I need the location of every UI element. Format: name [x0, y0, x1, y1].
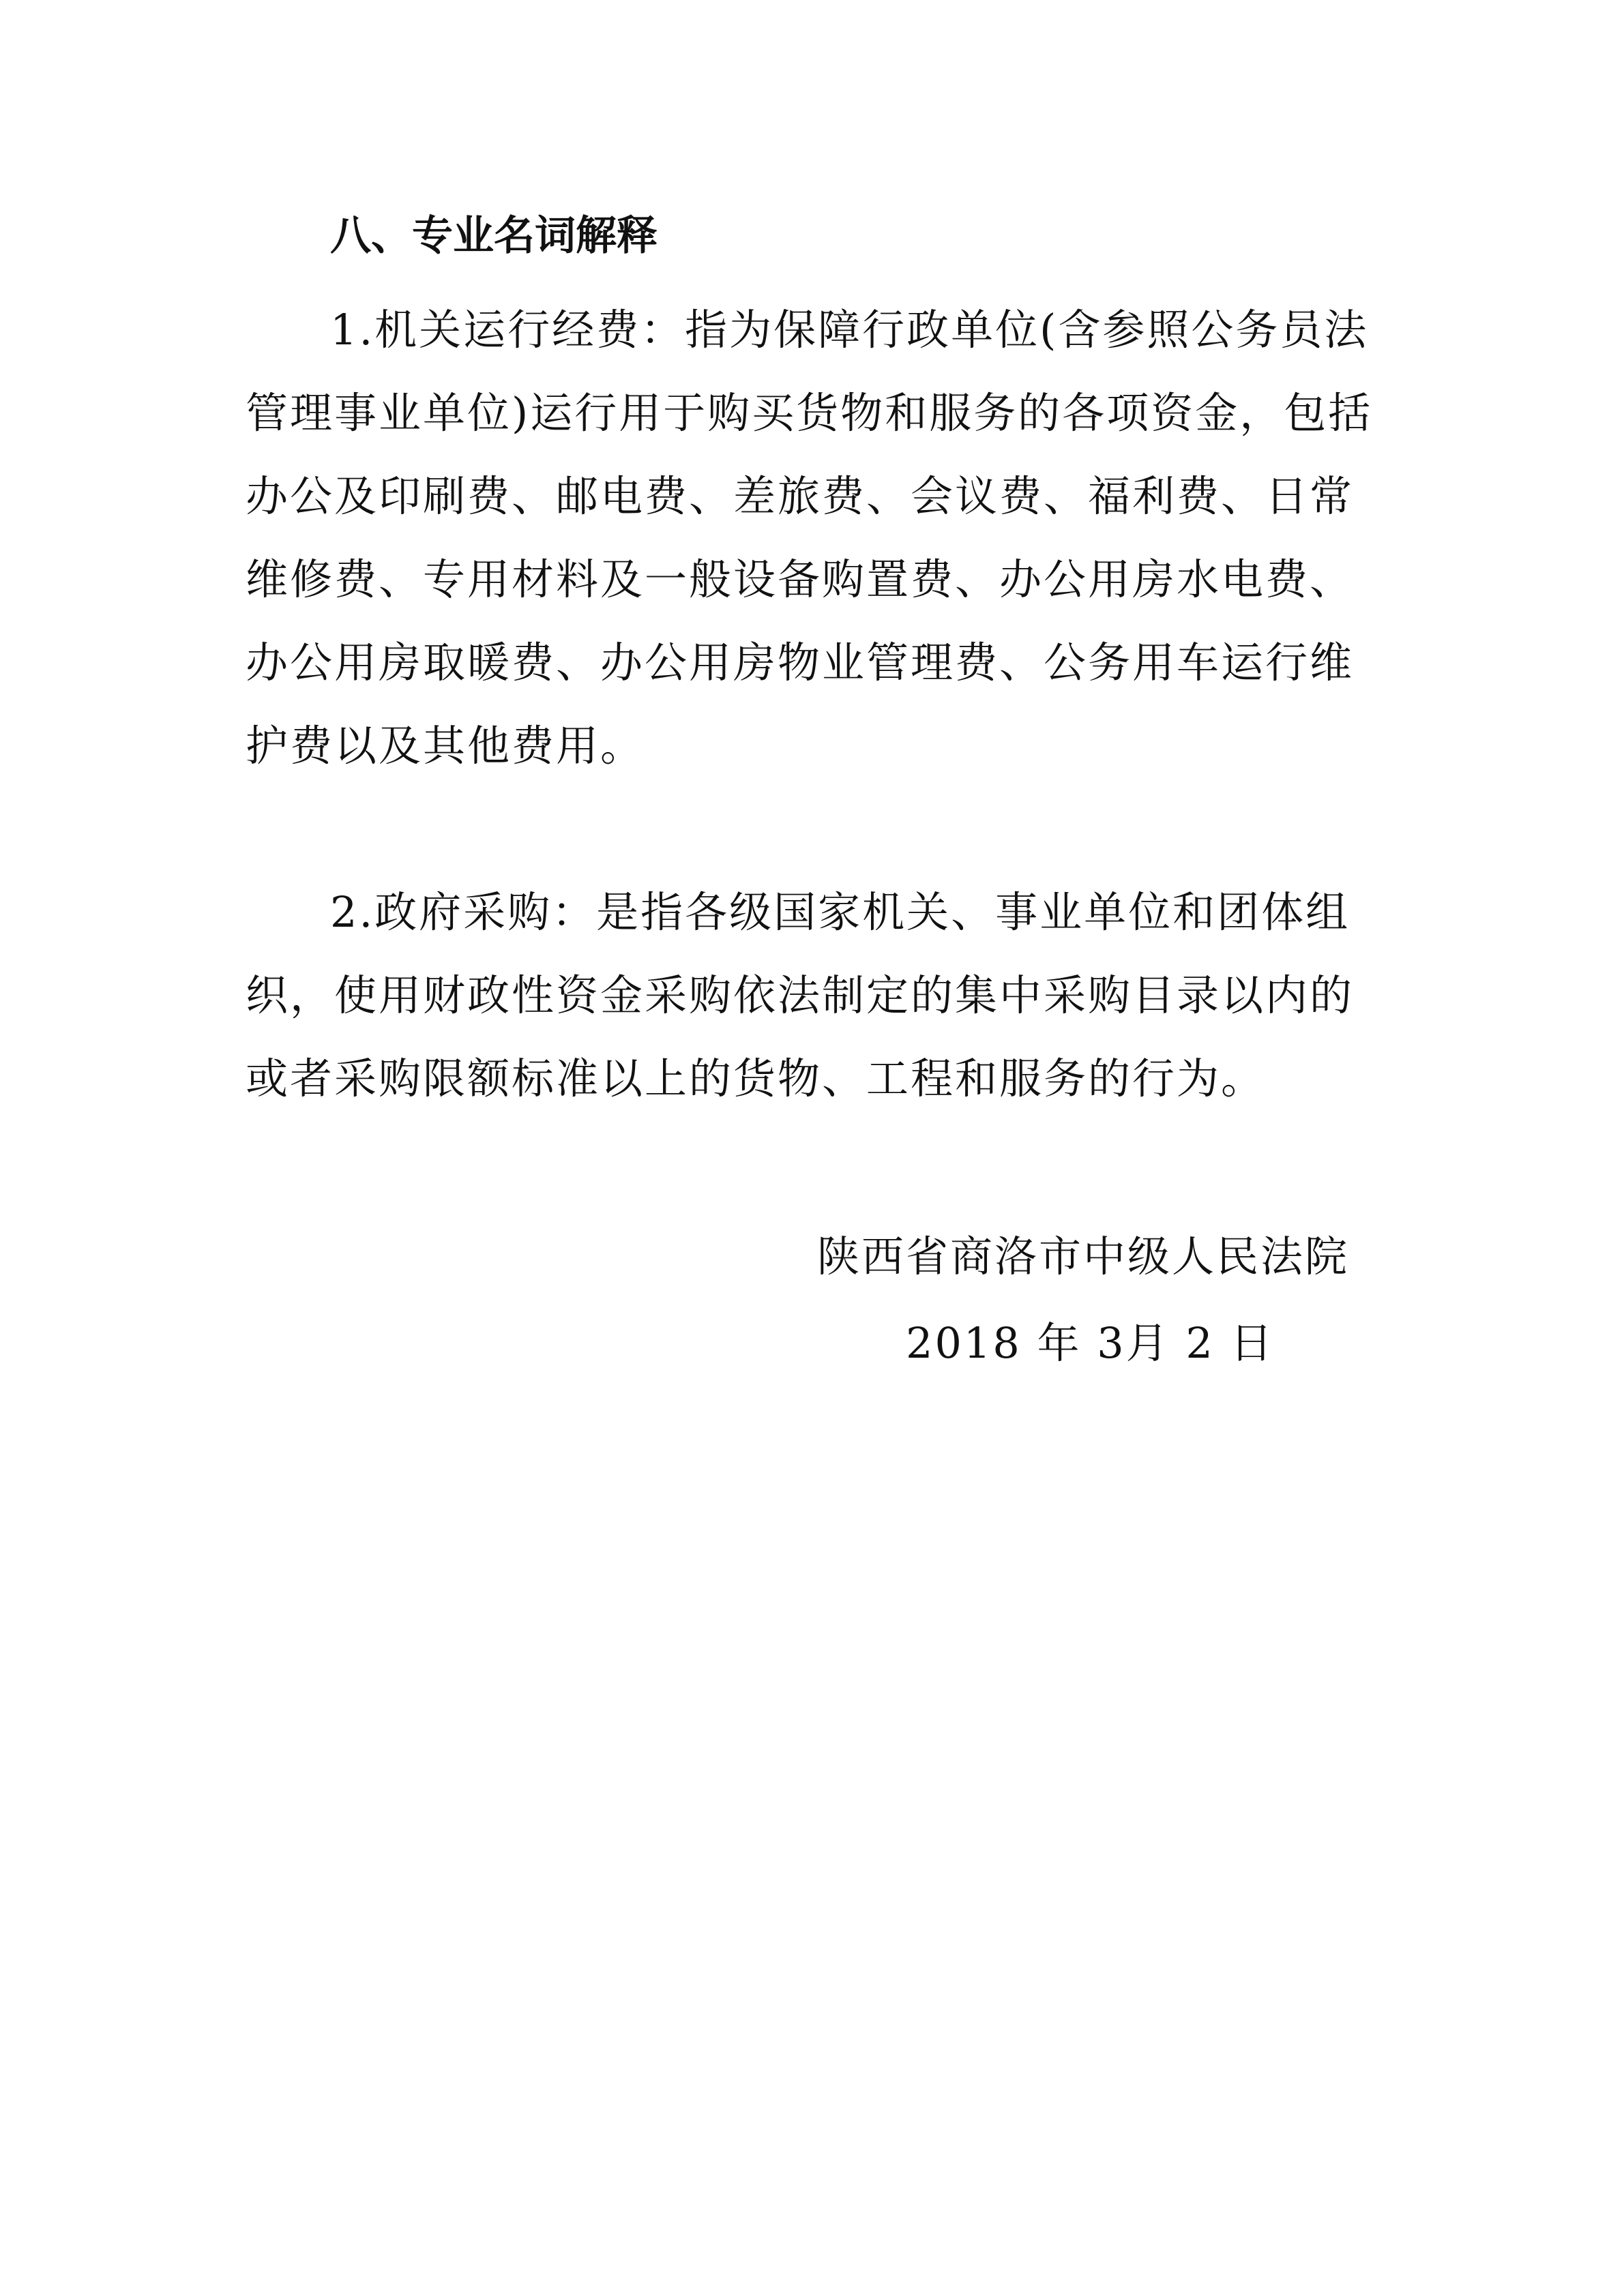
definition-paragraph-operating-expenses: 1.机关运行经费：指为保障行政单位(含参照公务员法管理事业单位)运行用于购买货物和服务的各项资金，包括办公及印刷费、邮电费、差旅费、会议费、福利费、日常维修费、专用材料及一般设备购置费、办公用房水电费、办公用房取暖费、办公用房物业管理费、公务用车运行维护费以及其他费用。 [246, 305, 1373, 771]
definition-paragraph-government-procurement: 2.政府采购：是指各级国家机关、事业单位和团体组织，使用财政性资金采购依法制定的集中采购目录以内的或者采购限额标准以上的货物、工程和服务的行为。 [246, 887, 1355, 1103]
issuer-signature: 陕西省商洛市中级人民法院 [817, 1232, 1350, 1281]
section-heading: 八、专业名词解释 [330, 212, 658, 260]
issue-date: 2018 年 3月 2 日 [906, 1318, 1275, 1368]
